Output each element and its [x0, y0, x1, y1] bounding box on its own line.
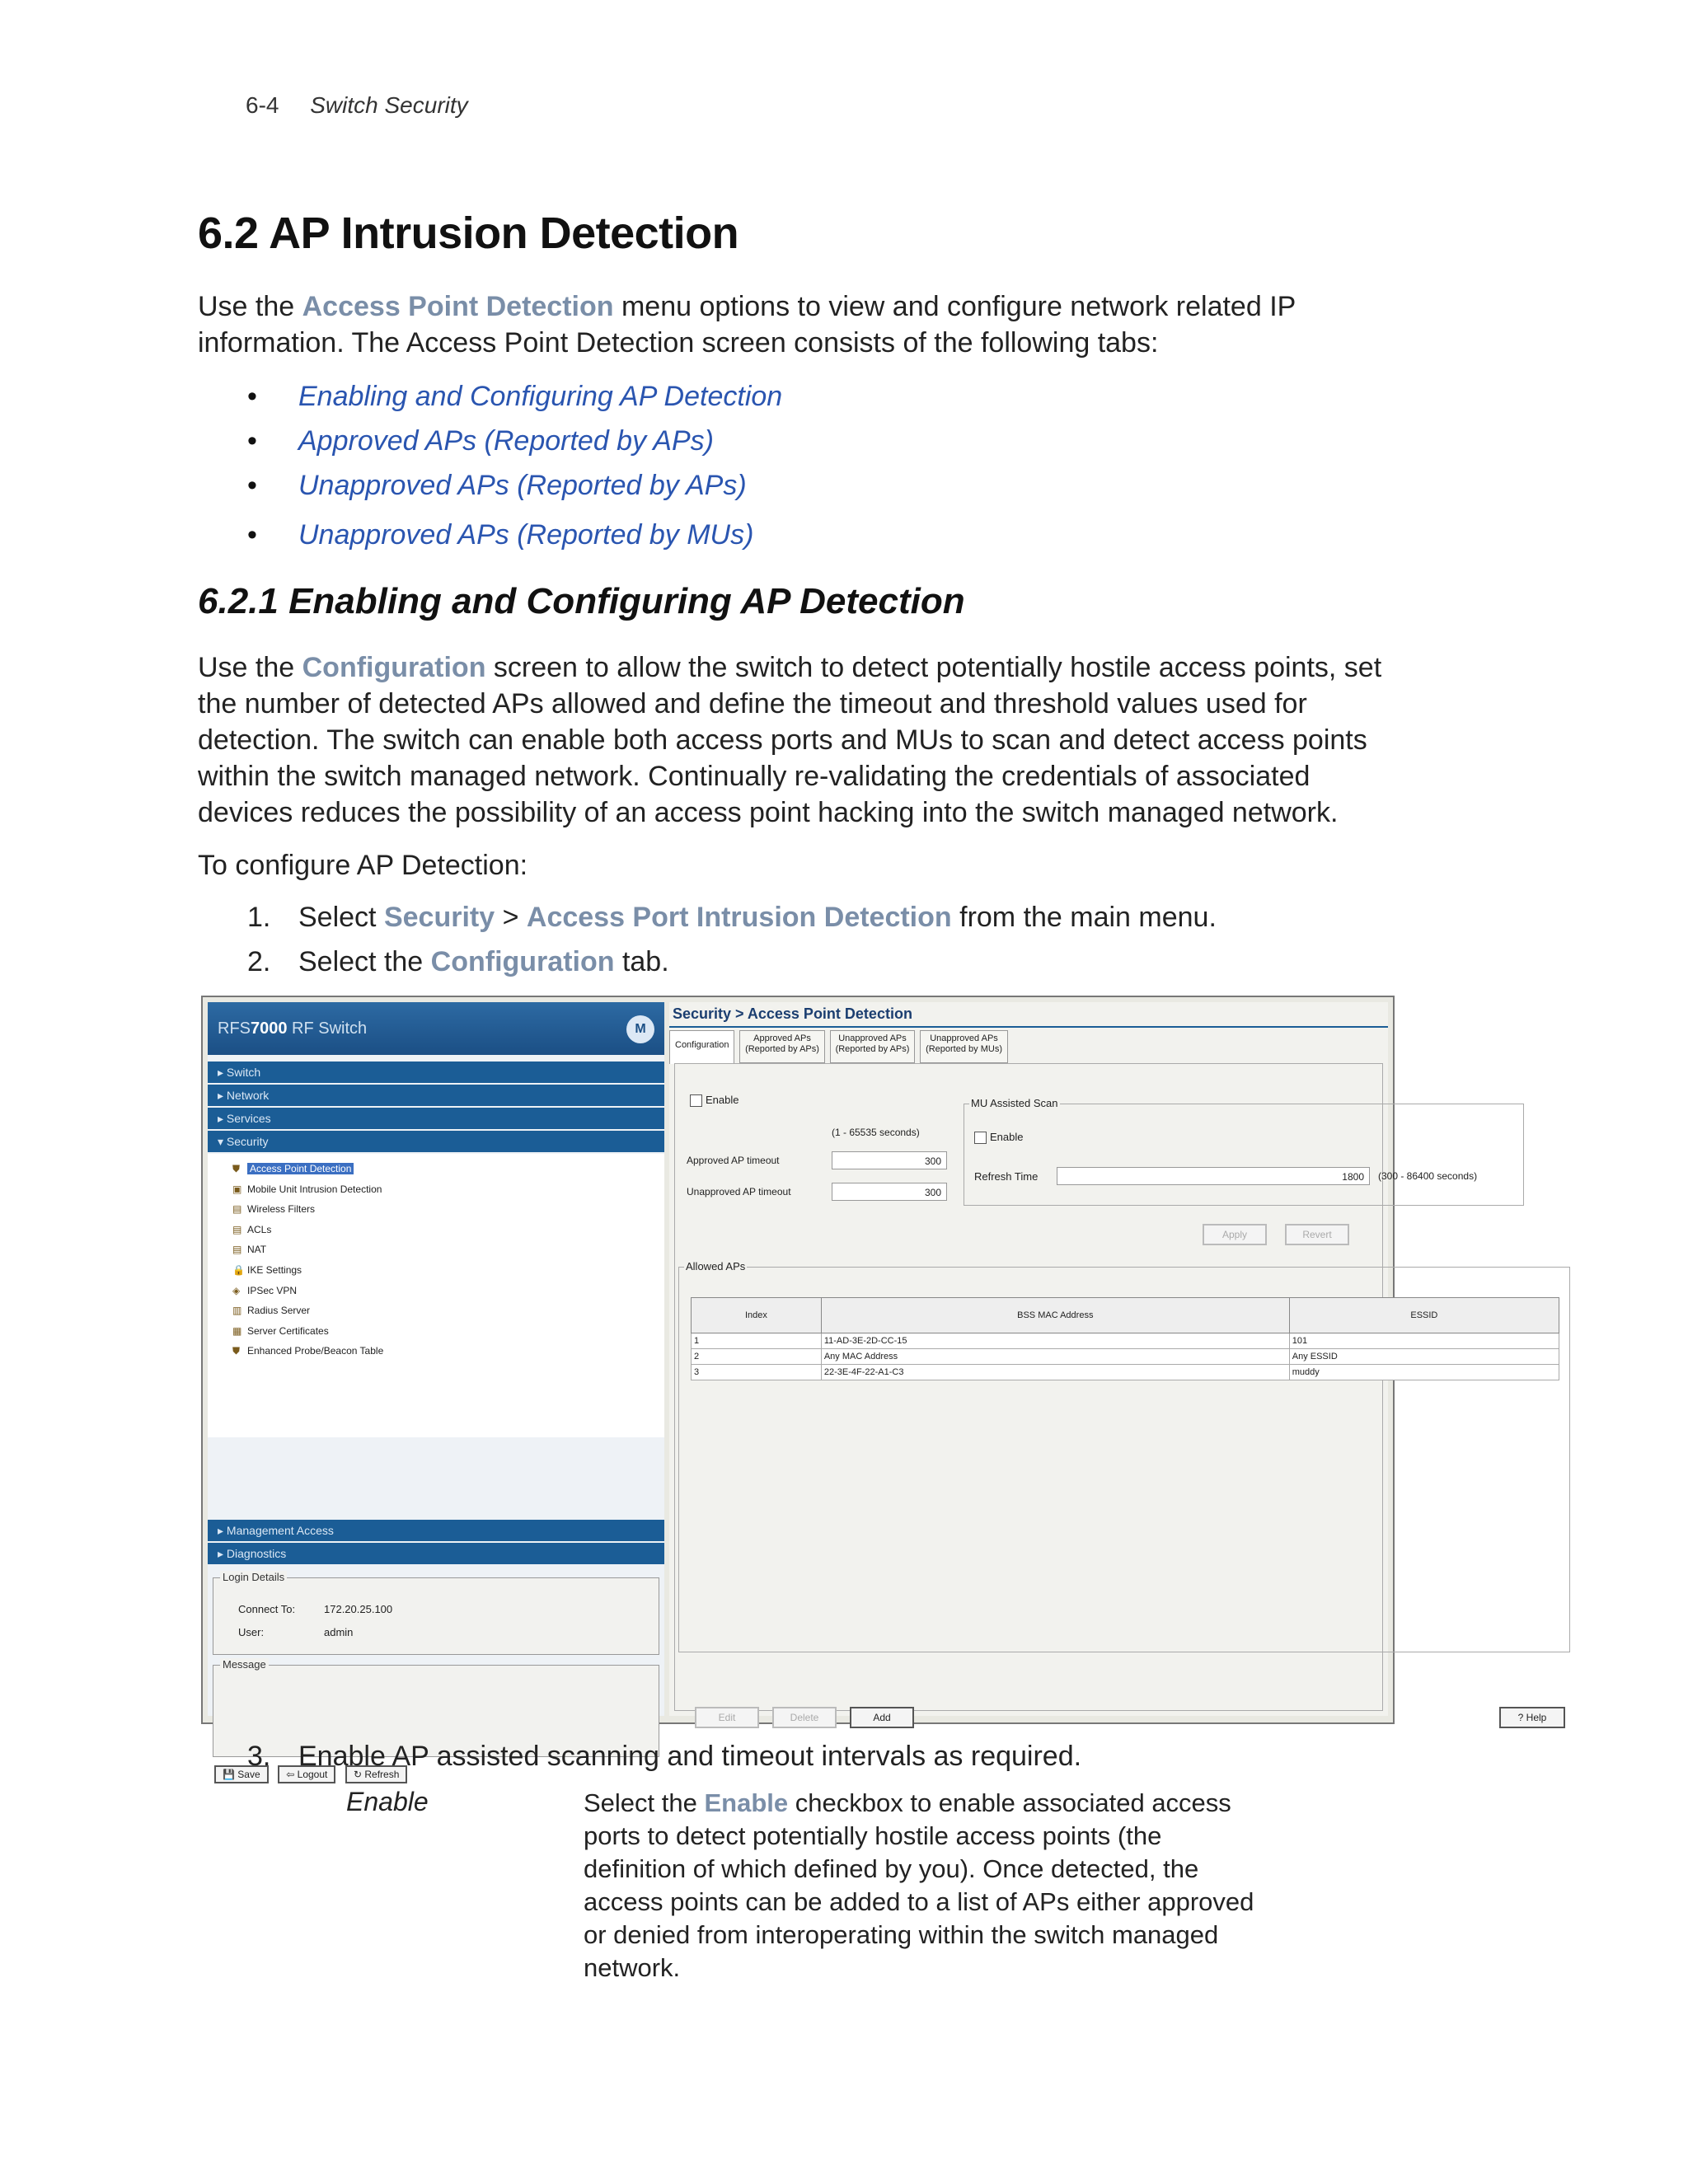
column-header[interactable]: ESSID	[1289, 1298, 1559, 1333]
connect-label: Connect To:	[238, 1603, 296, 1615]
help-icon: ?	[1517, 1712, 1524, 1723]
tab-unapproved-aps-by-aps[interactable]: Unapproved APs (Reported by APs)	[830, 1030, 916, 1063]
unapproved-timeout-input[interactable]: 300	[832, 1183, 947, 1201]
filter-icon: ▤	[232, 1203, 242, 1216]
bullet-item[interactable]: • Unapproved APs (Reported by MUs)	[247, 519, 754, 551]
checkbox-icon	[690, 1094, 702, 1107]
enable-checkbox[interactable]: Enable	[690, 1094, 738, 1107]
user-value: admin	[324, 1626, 354, 1638]
tree-item-ike[interactable]: 🔒 IKE Settings	[208, 1260, 664, 1281]
brand-header: RFS7000 RF Switch M	[208, 1002, 664, 1055]
tree-item-wireless-filters[interactable]: ▤ Wireless Filters	[208, 1199, 664, 1220]
bullet-item[interactable]: • Approved APs (Reported by APs)	[247, 425, 714, 457]
refresh-time-input[interactable]: 1800	[1057, 1167, 1370, 1185]
save-button[interactable]: 💾 Save	[214, 1765, 269, 1783]
step-3: 3. Enable AP assisted scanning and timeout intervals as required.	[247, 1741, 1082, 1772]
table-row[interactable]: 3 22-3E-4F-22-A1-C3 muddy	[692, 1365, 1559, 1380]
security-tree	[208, 1154, 664, 1437]
nav-item-switch[interactable]: ▸ Switch	[208, 1062, 664, 1085]
approved-timeout-input[interactable]: 300	[832, 1151, 947, 1169]
column-header[interactable]: BSS MAC Address	[821, 1298, 1289, 1333]
mu-enable-checkbox[interactable]: Enable	[974, 1131, 1023, 1144]
bullet-link[interactable]: Enabling and Configuring AP Detection	[298, 381, 783, 412]
tab-approved-aps[interactable]: Approved APs (Reported by APs)	[739, 1030, 825, 1063]
logout-button[interactable]: ⇦ Logout	[278, 1765, 335, 1783]
main-title: Security > Access Point Detection	[669, 1002, 1388, 1028]
nav-item-diagnostics[interactable]: ▸ Diagnostics	[208, 1543, 664, 1566]
refresh-button[interactable]: ↻ Refresh	[345, 1765, 407, 1783]
bullet-link[interactable]: Approved APs (Reported by APs)	[298, 425, 714, 457]
bullet-item[interactable]: • Unapproved APs (Reported by APs)	[247, 470, 747, 501]
allowed-aps-table	[691, 1297, 1559, 1380]
section-title: 6.2 AP Intrusion Detection	[198, 209, 739, 258]
intro-highlight: Access Point Detection	[302, 291, 614, 322]
user-label: User:	[238, 1626, 265, 1638]
tree-item-probe-table[interactable]: ⛊ Enhanced Probe/Beacon Table	[208, 1341, 664, 1361]
help-button[interactable]: ? Help	[1499, 1707, 1565, 1728]
column-header[interactable]: Index	[692, 1298, 822, 1333]
section-name: Switch Security	[310, 92, 468, 118]
unapproved-timeout-label: Unapproved AP timeout	[687, 1186, 791, 1197]
document-icon: ▤	[232, 1223, 242, 1235]
table-icon: ⛊	[232, 1345, 241, 1357]
approved-timeout-label: Approved AP timeout	[687, 1155, 780, 1166]
message-box: Message	[213, 1665, 659, 1757]
revert-button[interactable]: Revert	[1285, 1224, 1349, 1245]
tab-unapproved-aps-by-mus[interactable]: Unapproved APs (Reported by MUs)	[920, 1030, 1008, 1063]
tree-item-mu-intrusion[interactable]: ▣ Mobile Unit Intrusion Detection	[208, 1179, 664, 1200]
delete-button[interactable]: Delete	[772, 1707, 837, 1728]
running-header	[246, 92, 468, 119]
certificate-icon: ▦	[232, 1324, 242, 1337]
bullet-link[interactable]: Unapproved APs (Reported by APs)	[298, 470, 747, 501]
table-row[interactable]: 2 Any MAC Address Any ESSID	[692, 1349, 1559, 1365]
shield-icon: ⛊	[232, 1163, 241, 1174]
tab-bar	[669, 1030, 1010, 1063]
nav-item-network[interactable]: ▸ Network	[208, 1085, 664, 1108]
vpn-icon: ◈	[232, 1284, 241, 1296]
mu-assisted-scan-group: MU Assisted Scan Enable Refresh Time 1800 (300 - 86400 seconds)	[964, 1104, 1524, 1206]
device-icon: ▣	[232, 1183, 242, 1195]
login-details: Login Details Connect To: 172.20.25.100 User: admin	[213, 1577, 659, 1655]
apply-button[interactable]: Apply	[1203, 1224, 1267, 1245]
definition-term: Enable	[346, 1787, 429, 1816]
step-1: 1. Select Security > Access Port Intrusion Detection from the main menu.	[247, 902, 1217, 933]
edit-button[interactable]: Edit	[695, 1707, 759, 1728]
checkbox-icon	[974, 1132, 987, 1144]
sidebar	[208, 1002, 664, 1780]
page-number: 6-4	[246, 92, 279, 118]
timeout-range: (1 - 65535 seconds)	[832, 1127, 920, 1138]
bullet-item[interactable]: • Enabling and Configuring AP Detection	[247, 381, 783, 412]
document-icon: ▤	[232, 1244, 242, 1256]
intro-paragraph: Use the Access Point Detection menu options to view and configure network related IP information. The Access Point Detection screen consists of the following tabs:	[198, 291, 1296, 359]
subsection-title: 6.2.1 Enabling and Configuring AP Detection	[198, 581, 965, 621]
allowed-aps-group: Allowed APs	[678, 1267, 1570, 1652]
tree-item-radius[interactable]: ▥ Radius Server	[208, 1301, 664, 1321]
tree-item-nat[interactable]: ▤ NAT	[208, 1240, 664, 1260]
to-configure-text: To configure AP Detection:	[198, 850, 528, 881]
table-row[interactable]: 1 11-AD-3E-2D-CC-15 101	[692, 1333, 1559, 1349]
nav-item-security[interactable]: ▾ Security	[208, 1131, 664, 1154]
definition-description: Select the Enable checkbox to enable associated access ports to detect potentially hostile access points (the definition of which defined by you). Once detected, the access points can be added to a list of APs either approved or denied from interoperating within the switch managed network.	[584, 1788, 1254, 1982]
brand-logo-icon: M	[626, 1015, 654, 1043]
server-icon: ▥	[232, 1305, 242, 1317]
tree-item-ap-detection[interactable]: ⛊ Access Point Detection	[208, 1159, 664, 1179]
nav-item-management-access[interactable]: ▸ Management Access	[208, 1520, 664, 1543]
bullet-link[interactable]: Unapproved APs (Reported by MUs)	[298, 519, 754, 551]
config-paragraph: Use the Configuration screen to allow the switch to detect potentially hostile access points, set the number of detected APs allowed and define the timeout and threshold values used for detection. The switch can enable both access ports and MUs to scan and detect access points within the switch managed network. Continually re-validating the credentials of associated devices reduces the possibility of an access point hacking into the switch managed network.	[198, 652, 1382, 828]
refresh-range: (300 - 86400 seconds)	[1378, 1170, 1478, 1182]
tree-item-acls[interactable]: ▤ ACLs	[208, 1220, 664, 1240]
tab-configuration[interactable]: Configuration	[669, 1030, 734, 1064]
step-2: 2. Select the Configuration tab.	[247, 946, 669, 977]
nav-item-services[interactable]: ▸ Services	[208, 1108, 664, 1131]
connect-value: 172.20.25.100	[324, 1603, 393, 1615]
add-button[interactable]: Add	[850, 1707, 914, 1728]
tree-item-certificates[interactable]: ▦ Server Certificates	[208, 1321, 664, 1342]
refresh-time-label: Refresh Time	[974, 1170, 1039, 1183]
lock-icon: 🔒	[232, 1263, 245, 1276]
tree-item-ipsec[interactable]: ◈ IPSec VPN	[208, 1281, 664, 1301]
